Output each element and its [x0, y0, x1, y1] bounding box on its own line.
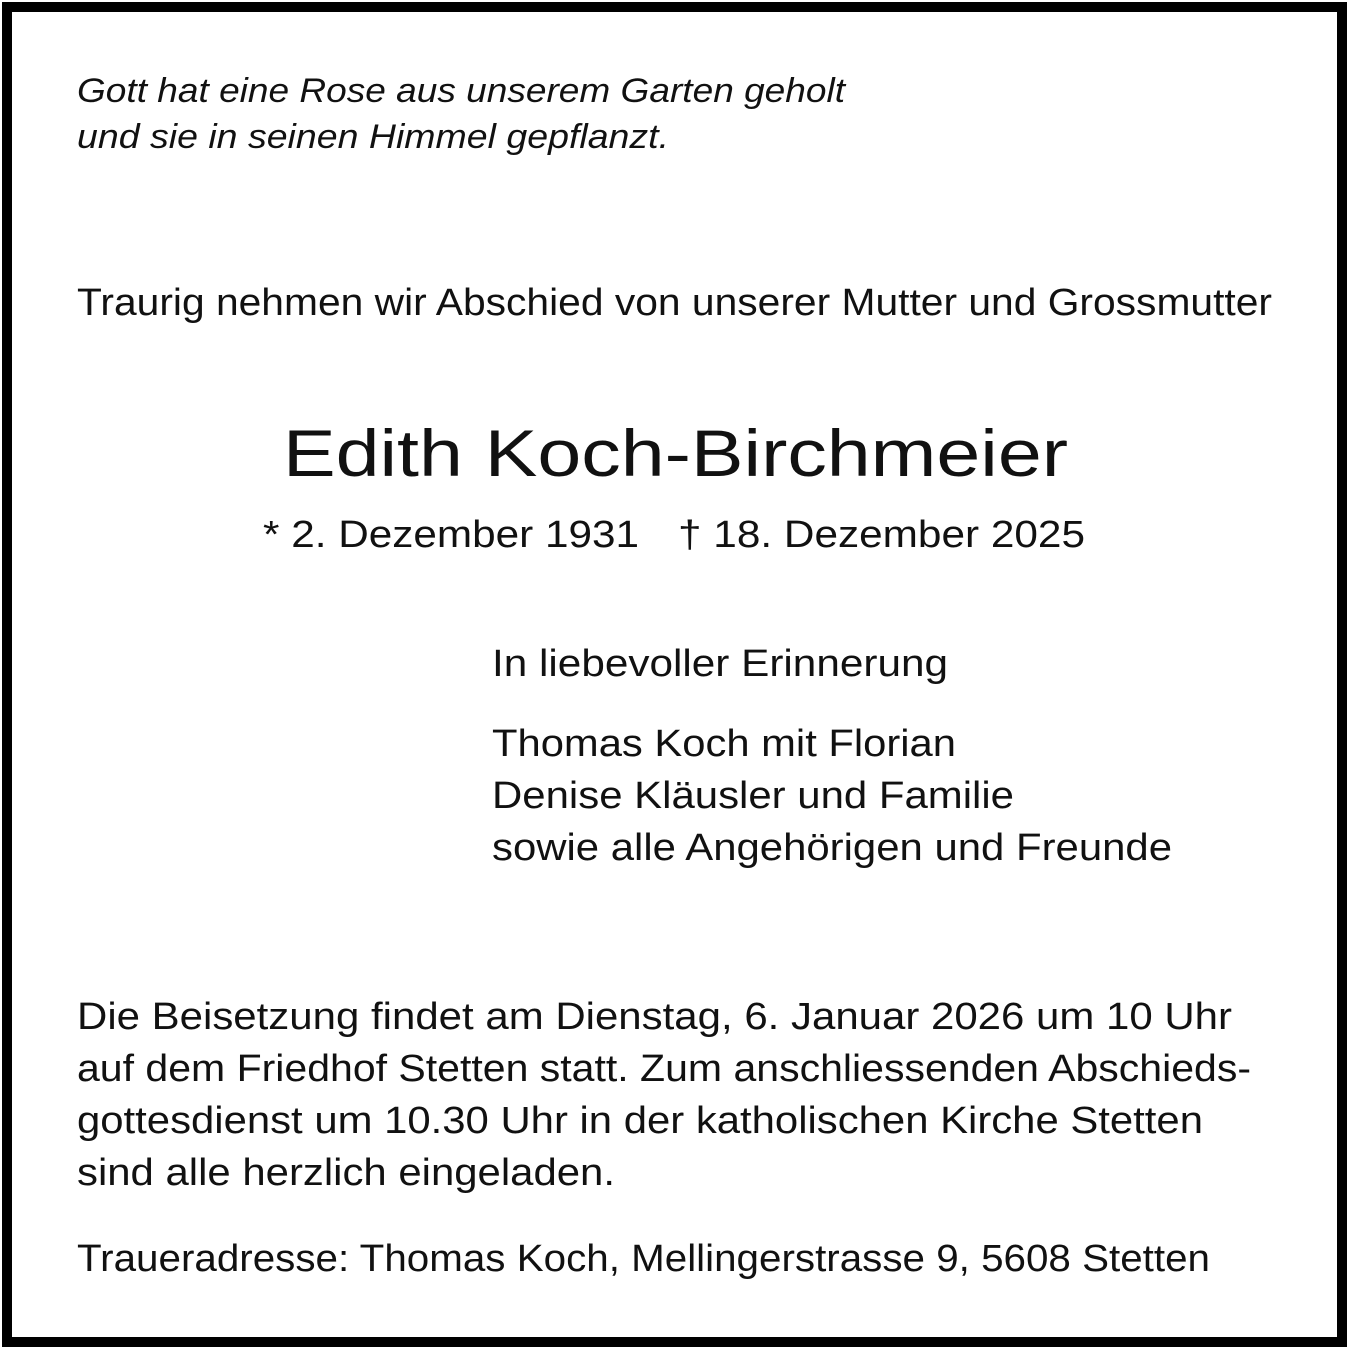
mourner-line-2: Denise Kläusler und Familie [492, 775, 1014, 817]
funeral-info-line-2: auf dem Friedhof Stetten statt. Zum anschliessenden Abschieds- [77, 1048, 1251, 1090]
mourning-address: Traueradresse: Thomas Koch, Mellingerstrasse 9, 5608 Stetten [77, 1238, 1210, 1280]
motto-line-2: und sie in seinen Himmel gepflanzt. [77, 118, 669, 156]
funeral-info-line-3: gottesdienst um 10.30 Uhr in der katholischen Kirche Stetten [77, 1100, 1203, 1142]
mourner-line-1: Thomas Koch mit Florian [492, 723, 956, 765]
birth-date: * 2. Dezember 1931 [263, 514, 639, 556]
funeral-info-line-4: sind alle herzlich eingeladen. [77, 1152, 615, 1194]
funeral-info-line-1: Die Beisetzung findet am Dienstag, 6. Januar 2026 um 10 Uhr [77, 996, 1232, 1038]
remembrance-text: In liebevoller Erinnerung [492, 643, 948, 685]
intro-text: Traurig nehmen wir Abschied von unserer Mutter und Grossmutter [77, 282, 1272, 324]
motto-line-1: Gott hat eine Rose aus unserem Garten geholt [77, 72, 845, 110]
mourner-line-3: sowie alle Angehörigen und Freunde [492, 827, 1172, 869]
death-date: † 18. Dezember 2025 [678, 514, 1085, 556]
deceased-name: Edith Koch-Birchmeier [283, 416, 1068, 490]
